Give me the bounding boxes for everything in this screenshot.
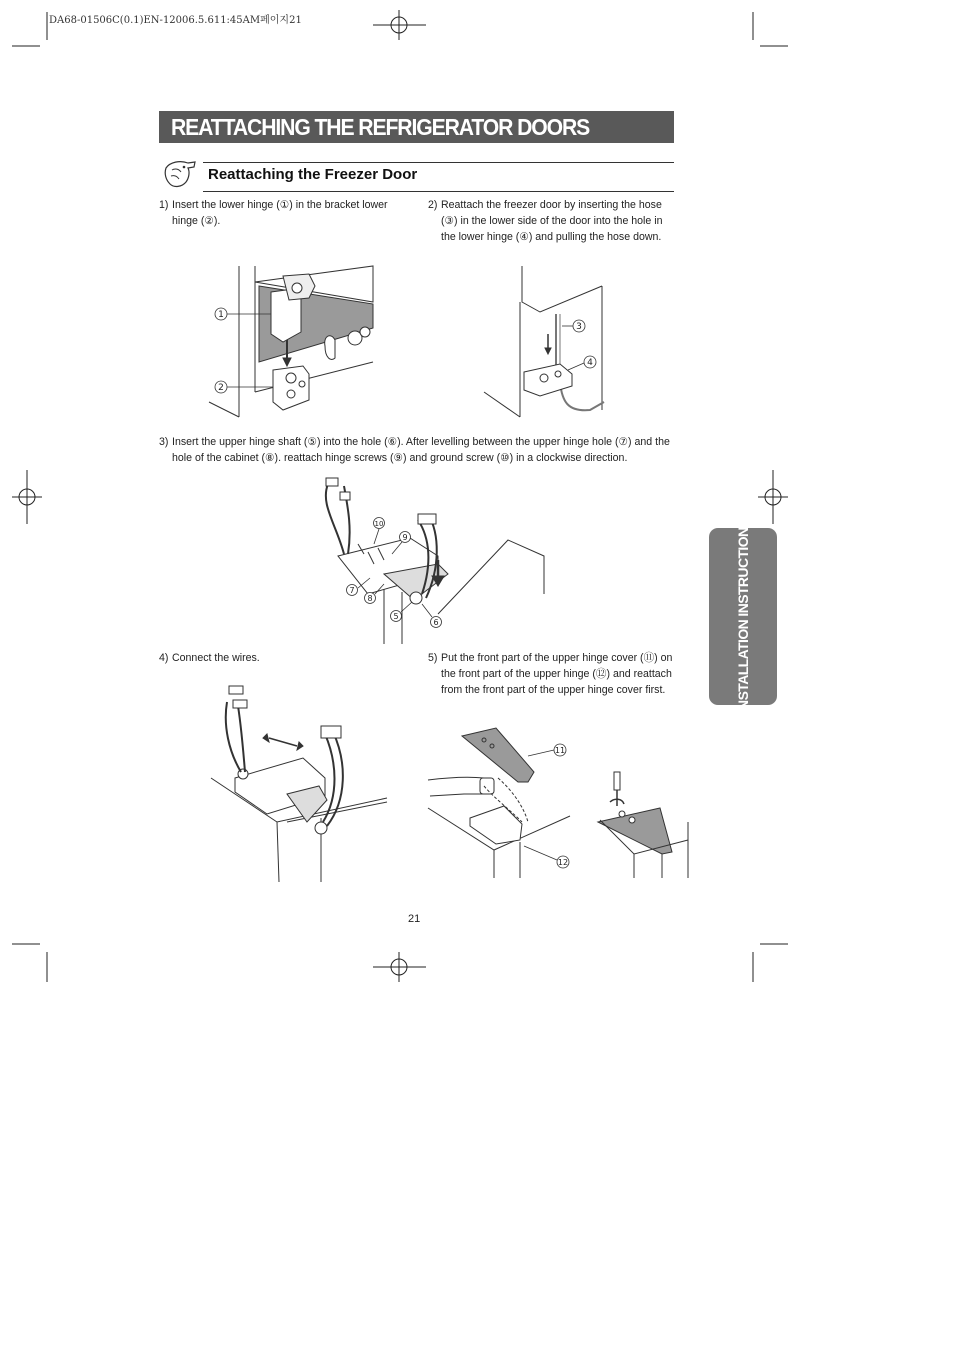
step-3 (159, 434, 674, 466)
step-3-text: Insert the upper hinge shaft (⑤) into the hole (⑥). After levelling between the upper hinge hole (⑦) and the hole of the cabinet (⑧). reattach hinge screws (⑨) and ground screw (⑩) in a clockwise direction. (172, 436, 670, 464)
section-rule-bottom (203, 191, 674, 192)
figure-hinge-cover (424, 722, 688, 882)
section-rule-top (203, 162, 674, 163)
callout-7: 7 (349, 586, 355, 595)
step-4-number: 4) (159, 652, 169, 664)
callout-12: 12 (557, 858, 569, 867)
callout-2: 2 (218, 383, 224, 393)
step-3-number: 3) (159, 436, 169, 448)
section-title: Reattaching the Freezer Door (208, 166, 418, 183)
callout-5: 5 (393, 612, 399, 621)
step-5 (428, 650, 678, 698)
callout-9: 9 (402, 533, 408, 542)
step-4 (159, 650, 399, 666)
print-file-info: DA68-01506C(0.1)EN-12006.5.611:45AM페이지21 (49, 15, 302, 26)
step-2-text: Reattach the freezer door by inserting the hose (③) in the lower side of the door into the hole in the lower hinge (④) and pulling the hose down. (441, 199, 663, 243)
step-2 (428, 197, 676, 245)
figure-hose-insert (480, 262, 610, 422)
callout-3: 3 (576, 322, 582, 332)
side-tab-label: INSTALLATION INSTRUCTIONS (735, 518, 751, 714)
step-1-text: Insert the lower hinge (①) in the bracket lower hinge (②). (172, 199, 388, 227)
step-4-text: Connect the wires. (172, 652, 260, 664)
page-title: REATTACHING THE REFRIGERATOR DOORS (171, 114, 590, 140)
callout-1: 1 (218, 310, 224, 320)
figure-connect-wires (207, 682, 393, 886)
figure-upper-hinge (318, 474, 550, 646)
page-number: 21 (408, 913, 421, 925)
callout-8: 8 (367, 594, 373, 603)
hand-pointer-icon (162, 158, 198, 190)
figure-lower-hinge (205, 262, 380, 422)
step-2-number: 2) (428, 199, 438, 211)
step-5-text: Put the front part of the upper hinge cover (⑪) on the front part of the upper hinge (⑫) and reattach from the front part of the upper hinge cover first. (441, 652, 673, 696)
step-5-number: 5) (428, 652, 438, 664)
callout-6: 6 (433, 618, 439, 627)
callout-11: 11 (554, 746, 566, 755)
step-1-number: 1) (159, 199, 169, 211)
callout-4: 4 (587, 358, 593, 368)
step-1 (159, 197, 404, 229)
callout-10: 10 (374, 520, 384, 528)
